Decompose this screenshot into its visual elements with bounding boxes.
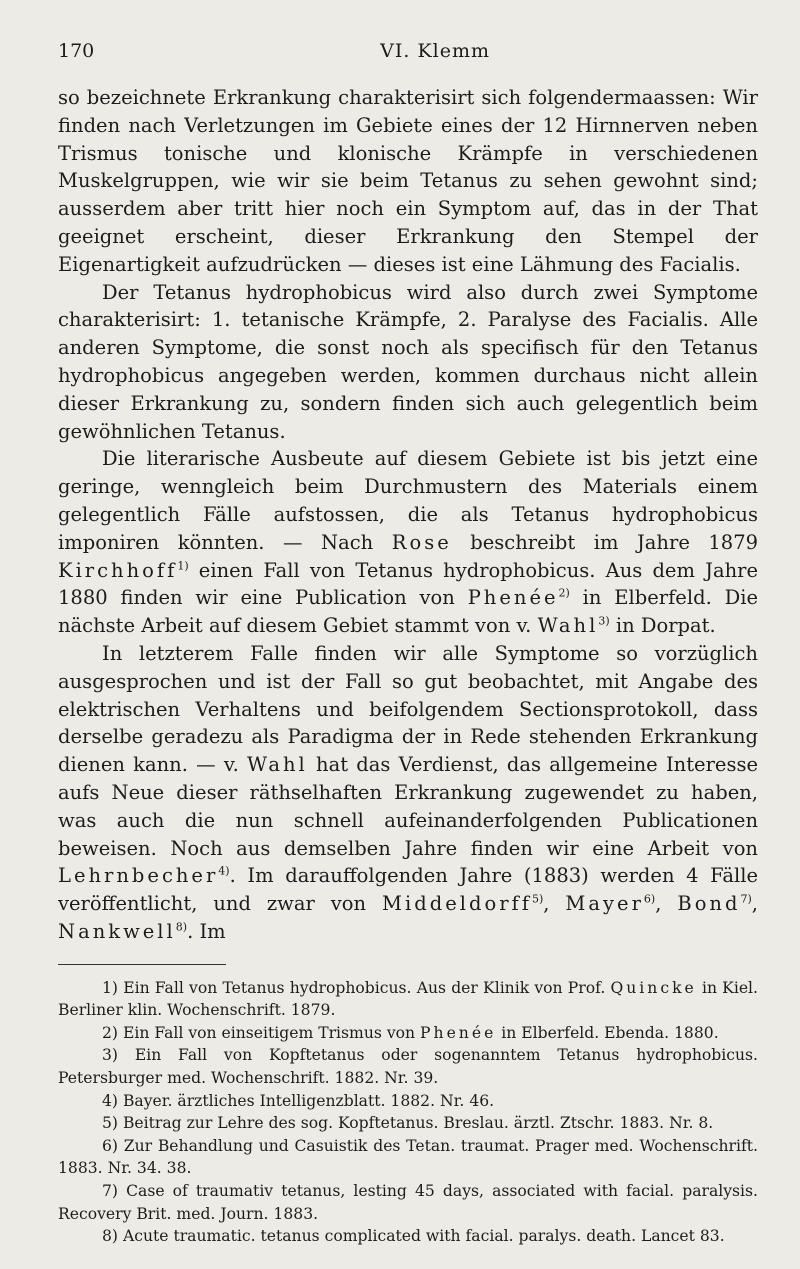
footnote-ref: 8) (175, 920, 188, 934)
footnote-ref: 4) (218, 864, 230, 878)
author-name: Rose (391, 530, 452, 554)
author-name: Middeldorff (382, 892, 532, 916)
paragraph-2: Der Tetanus hydrophobicus wird also durch zwei Symptome charakterisirt: 1. tetanische Krämpfe, 2. Paralyse des Facialis. Alle anderen Symptome, die sonst noch als specifisch für den Tetanus hydrophobicus angegeben werden, kommen durchaus nicht allein dieser Erkrankung zu, sondern finden sich auch gelegentlich beim gewöhnlichen Tetanus. (58, 280, 758, 443)
author-name: Wahl (247, 753, 308, 777)
author-name: Nankwell (58, 919, 176, 943)
footnote-2 (58, 1022, 758, 1045)
text-run: einen Fall von Tetanus hydrophobicus. Aus dem Jahre 1880 finden wir eine Publication von (58, 558, 758, 610)
text-run: hat das Verdienst, das allgemeine Interesse aufs Neue dieser räthselhaften Erkrankung zugewendet zu haben, was auch die nun schnell aufeinanderfolgenden Publicationen beweisen. Noch aus demselben Jahre finden wir eine Arbeit von (58, 753, 759, 860)
text-run: Die literarische Ausbeute auf diesem Gebiete ist bis jetzt eine geringe, wenngleich beim Durchmustern des Materials einem gelegentlich Fälle aufstossen, die als Tetanus hydrophobicus imponiren könnten. — Nach (58, 447, 758, 554)
footnote-5: 5) Beitrag zur Lehre des sog. Kopftetanus. Breslau. ärztl. Ztschr. 1883. Nr. 8. (102, 1114, 714, 1133)
text-run: in Elberfeld. Die nächste Arbeit auf diesem Gebiet stammt von v. (58, 586, 758, 638)
author-name: Quincke (610, 978, 697, 997)
paragraph-4 (58, 640, 758, 946)
footnote-ref: 7) (740, 892, 752, 906)
footnotes (58, 977, 758, 1248)
author-name: Bond (677, 892, 741, 916)
text-run: In letzterem Falle finden wir alle Symptome so vorzüglich ausgesprochen und ist der Fall so gut beobachtet, mit Angabe des elektrischen Verhaltens und beifolgendem Sectionsprotokoll, dass derselbe geradezu als Paradigma der in Rede stehenden Erkrankung dienen kann. — v. (58, 641, 758, 777)
author-name: Lehrnbecher (58, 864, 219, 888)
author-name: Wahl (537, 614, 599, 638)
page-number: 170 (58, 40, 95, 62)
footnote-ref: 6) (643, 892, 656, 906)
paragraph-1: so bezeichnete Erkrankung charakterisirt sich folgendermaassen: Wir finden nach Verletzungen im Gebiete eines der 12 Hirnnerven neben Trismus tonische und klonische Krämpfe in verschiedenen Muskelgruppen, wie wir sie beim Tetanus zu sehen gewohnt sind; ausserdem aber tritt hier noch ein Symptom auf, das in der That geeignet erscheint, dieser Erkrankung den Stempel der Eigenartigkeit aufzudrücken — dieses ist eine Lähmung des Facialis. (58, 86, 758, 276)
author-name: Mayer (565, 892, 644, 916)
footnote-ref: 1) (177, 559, 189, 573)
author-name: Kirchhoff (58, 558, 178, 582)
text-run: , (751, 892, 758, 916)
text-run: , (543, 892, 566, 916)
text-run: 1) Ein Fall von Tetanus hydrophobicus. Aus der Klinik von Prof. (102, 978, 611, 997)
text-run: in Kiel. Berliner klin. Wochenschrift. 1879. (58, 978, 758, 1020)
body-text (58, 84, 758, 946)
footnote-divider (58, 964, 226, 965)
text-run: . Im (187, 919, 226, 943)
footnote-ref: 2) (558, 586, 570, 600)
footnote-6: 6) Zur Behandlung und Casuistik des Tetan. traumat. Prager med. Wochenschrift. 1883. Nr. 34. 38. (58, 1136, 758, 1178)
author-name: Phenée (420, 1023, 497, 1042)
footnote-8: 8) Acute traumatic. tetanus complicated with facial. paralys. death. Lancet 83. (102, 1227, 725, 1246)
author-name: Phenée (467, 586, 559, 610)
footnote-1 (58, 977, 758, 1022)
page-header (58, 40, 758, 84)
footnote-4: 4) Bayer. ärztliches Intelligenzblatt. 1882. Nr. 46. (102, 1091, 495, 1110)
text-run: in Elberfeld. Ebenda. 1880. (496, 1023, 719, 1042)
running-head: VI. Klemm (380, 40, 490, 62)
text-run: beschreibt im Jahre 1879 (451, 530, 759, 554)
text-run: . Im darauffolgenden Jahre (1883) werden 4 Fälle veröffentlicht, und zwar von (58, 864, 758, 916)
text-run: in Dorpat. (609, 614, 716, 638)
footnote-7: 7) Case of traumativ tetanus, lesting 45 days, associated with facial. paralysis. Recovery Brit. med. Journ. 1883. (58, 1182, 758, 1223)
paragraph-3 (58, 445, 758, 640)
footnote-ref: 5) (531, 892, 544, 906)
footnote-3: 3) Ein Fall von Kopftetanus oder sogenanntem Tetanus hydrophobicus. Petersburger med. Wochenschrift. 1882. Nr. 39. (58, 1046, 758, 1088)
footnote-ref: 3) (598, 614, 610, 628)
text-run: , (655, 892, 678, 916)
text-run: 2) Ein Fall von einseitigem Trismus von (102, 1023, 421, 1042)
